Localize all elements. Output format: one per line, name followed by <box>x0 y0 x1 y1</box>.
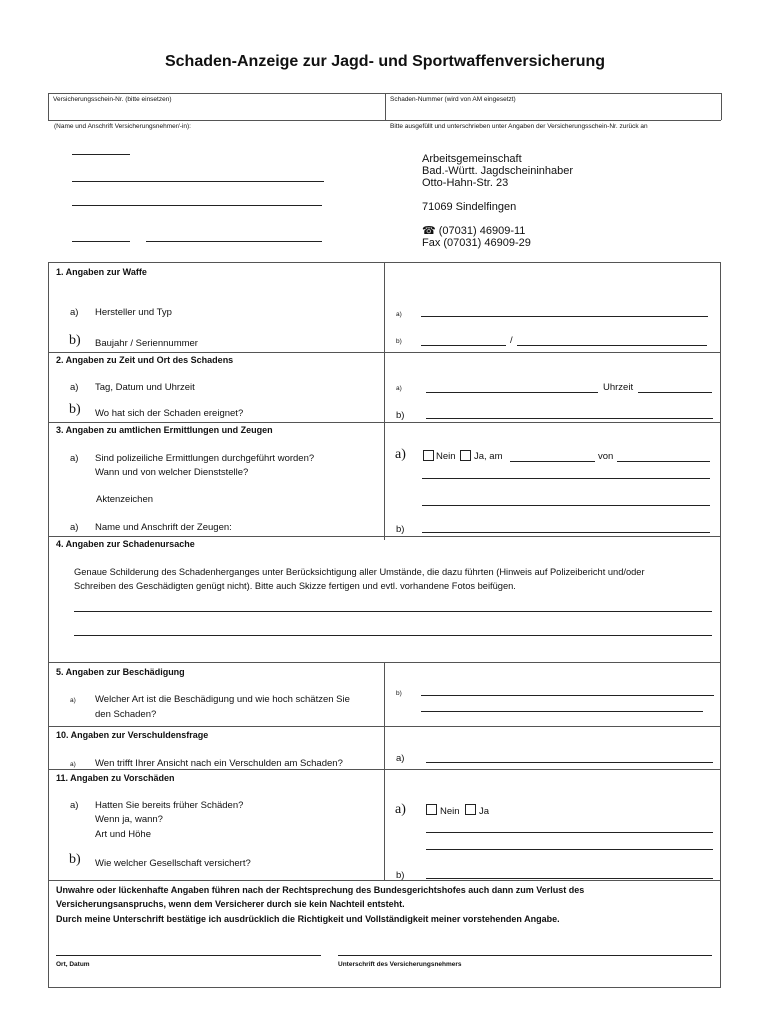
s11-bottom-border <box>48 880 721 881</box>
s5-damage-field-1[interactable] <box>421 695 714 696</box>
recipient-line-1: Arbeitsgemeinschaft <box>422 153 522 165</box>
place-date-label: Ort, Datum <box>56 961 90 968</box>
s5-a-label-2: den Schaden? <box>95 709 157 720</box>
s2-b-label: Wo hat sich der Schaden ereignet? <box>95 408 244 419</box>
header-divider <box>385 93 386 120</box>
s3-bottom-border <box>48 536 721 537</box>
s3-c-label: Name und Anschrift der Zeugen: <box>95 522 232 533</box>
s3-authority-field-2[interactable] <box>422 478 710 479</box>
s11-b-right-marker: b) <box>396 870 405 881</box>
s2-b-right-marker: b) <box>396 410 405 421</box>
header-bottom-border <box>48 120 721 121</box>
s5-a-marker: a) <box>70 697 76 704</box>
s2-bottom-border <box>48 422 721 423</box>
recipient-fax: Fax (07031) 46909-29 <box>422 237 531 249</box>
s3-aktenzeichen-field[interactable] <box>422 505 710 506</box>
s11-a-label-2: Wenn ja, wann? <box>95 814 163 825</box>
s3-a-label-2: Wann und von welcher Dienststelle? <box>95 467 249 478</box>
column-divider-upper <box>384 262 385 540</box>
address-line-4a[interactable] <box>72 241 130 242</box>
s11-b-marker: b) <box>69 852 81 867</box>
s3-nein-checkbox[interactable] <box>423 450 434 461</box>
s10-bottom-border <box>48 769 721 770</box>
s3-c-right-marker: b) <box>396 524 405 535</box>
s3-c-marker: a) <box>70 522 79 533</box>
s2-a-label: Tag, Datum und Uhrzeit <box>95 382 195 393</box>
s3-von-label: von <box>598 451 614 462</box>
s1-bottom-border <box>48 352 721 353</box>
s2-a-date-field[interactable] <box>426 392 598 393</box>
s3-ja-am-label: Ja, am <box>474 451 503 462</box>
place-date-field[interactable] <box>56 955 321 956</box>
s11-nein-checkbox[interactable] <box>426 804 437 815</box>
s1-b-label: Baujahr / Seriennummer <box>95 338 198 349</box>
address-line-4b[interactable] <box>146 241 322 242</box>
s11-when-field[interactable] <box>426 832 713 833</box>
section-10-heading: 10. Angaben zur Verschuldensfrage <box>56 730 209 740</box>
s11-a-label-3: Art und Höhe <box>95 829 151 840</box>
s11-a-right-marker: a) <box>395 802 406 817</box>
footer-confirmation: Durch meine Unterschrift bestätige ich ausdrücklich die Richtigkeit und Vollständigkeit meiner vorstehenden Angabe. <box>56 914 560 924</box>
return-note: Bitte ausgefüllt und unterschrieben unter Angaben der Versicherungsschein-Nr. zurück an <box>390 123 648 130</box>
footer-warning-1: Unwahre oder lückenhafte Angaben führen nach der Rechtsprechung des Bundesgerichtshofes auch dann zum Verlust des <box>56 885 585 895</box>
s10-a-label: Wen trifft Ihrer Ansicht nach ein Verschulden am Schaden? <box>95 758 343 769</box>
name-address-label: (Name und Anschrift Versicherungsnehmer/-in): <box>54 123 191 130</box>
s4-description-line-1[interactable] <box>74 611 712 612</box>
section-5-heading: 5. Angaben zur Beschädigung <box>56 667 185 677</box>
s11-amount-field[interactable] <box>426 849 713 850</box>
column-divider-lower <box>384 662 385 880</box>
s11-b-label: Wie welcher Gesellschaft versichert? <box>95 858 251 869</box>
s11-a-marker: a) <box>70 800 79 811</box>
s4-bottom-border <box>48 662 721 663</box>
s1-a-marker: a) <box>70 307 79 318</box>
s11-ja-label: Ja <box>479 806 490 817</box>
policy-number-label: Versicherungsschein-Nr. (bitte einsetzen) <box>53 96 172 103</box>
s3-a-right-marker: a) <box>395 447 406 462</box>
s10-a-marker: a) <box>70 761 76 768</box>
recipient-city: 71069 Sindelfingen <box>422 201 517 213</box>
header-right-border <box>721 93 722 120</box>
s2-a-time-field[interactable] <box>638 392 712 393</box>
s2-b-field[interactable] <box>426 418 713 419</box>
s1-a-label: Hersteller und Typ <box>95 307 172 318</box>
policy-number-field[interactable] <box>50 104 383 119</box>
s5-b-right-marker: b) <box>396 690 402 697</box>
s1-b-field-serial[interactable] <box>517 345 707 346</box>
s2-a-right-marker: a) <box>396 385 402 392</box>
s5-damage-field-2[interactable] <box>421 711 703 712</box>
section-4-heading: 4. Angaben zur Schadenursache <box>56 539 195 549</box>
page-title: Schaden-Anzeige zur Jagd- und Sportwaffenversicherung <box>164 53 606 70</box>
s3-a-marker: a) <box>70 453 79 464</box>
s3-authority-field[interactable] <box>617 461 710 462</box>
s1-b-field-year[interactable] <box>421 345 506 346</box>
section-3-heading: 3. Angaben zu amtlichen Ermittlungen und Zeugen <box>56 425 273 435</box>
s4-instruction-2: Schreiben des Geschädigten genügt nicht). Bitte auch Skizze fertigen und evtl. vorhandene Fotos beifügen. <box>74 581 516 591</box>
recipient-phone: ☎ (07031) 46909-11 <box>422 225 526 237</box>
s3-nein-label: Nein <box>436 451 456 462</box>
s1-a-right-marker: a) <box>396 311 402 318</box>
s2-a-marker: a) <box>70 382 79 393</box>
s11-a-label-1: Hatten Sie bereits früher Schäden? <box>95 800 244 811</box>
recipient-line-3: Otto-Hahn-Str. 23 <box>422 177 509 189</box>
s4-description-line-2[interactable] <box>74 635 712 636</box>
claim-number-label: Schaden-Nummer (wird von AM eingesetzt) <box>390 96 516 103</box>
s2-b-marker: b) <box>69 402 81 417</box>
s3-ja-checkbox[interactable] <box>460 450 471 461</box>
s1-b-marker: b) <box>69 333 81 348</box>
claim-number-field[interactable] <box>387 104 719 119</box>
s10-fault-field[interactable] <box>426 762 713 763</box>
form-bottom-border <box>48 987 721 988</box>
header-left-border <box>48 93 49 120</box>
address-line-1[interactable] <box>72 154 130 155</box>
s11-nein-label: Nein <box>440 806 460 817</box>
s4-instruction-1: Genaue Schilderung des Schadenherganges unter Berücksichtigung aller Umstände, die dazu führten (Hinweis auf Polizeibericht und/oder <box>74 567 645 577</box>
signature-label: Unterschrift des Versicherungsnehmers <box>338 961 462 968</box>
s2-a-time-label: Uhrzeit <box>603 382 634 393</box>
s1-b-slash: / <box>510 335 513 346</box>
s11-insurer-field[interactable] <box>426 878 713 879</box>
s3-date-field[interactable] <box>510 461 595 462</box>
footer-warning-2: Versicherungsanspruchs, wenn dem Versicherer durch sie kein Nachteil entsteht. <box>56 899 405 909</box>
section-11-heading: 11. Angaben zu Vorschäden <box>56 773 175 783</box>
s3-a-label-1: Sind polizeiliche Ermittlungen durchgeführt worden? <box>95 453 315 464</box>
s5-bottom-border <box>48 726 721 727</box>
s10-a-right-marker: a) <box>396 753 405 764</box>
s3-aktenzeichen-label: Aktenzeichen <box>96 494 154 505</box>
s3-witnesses-field[interactable] <box>422 532 710 533</box>
section-1-heading: 1. Angaben zur Waffe <box>56 267 147 277</box>
s11-ja-checkbox[interactable] <box>465 804 476 815</box>
s5-a-label-1: Welcher Art ist die Beschädigung und wie hoch schätzen Sie <box>95 694 350 705</box>
s1-a-field[interactable] <box>421 316 708 317</box>
signature-field[interactable] <box>338 955 712 956</box>
section-2-heading: 2. Angaben zu Zeit und Ort des Schadens <box>56 355 234 365</box>
s1-b-right-marker: b) <box>396 338 402 345</box>
recipient-line-2: Bad.-Württ. Jagdscheininhaber <box>422 165 574 177</box>
address-line-2[interactable] <box>72 181 324 182</box>
address-line-3[interactable] <box>72 205 322 206</box>
